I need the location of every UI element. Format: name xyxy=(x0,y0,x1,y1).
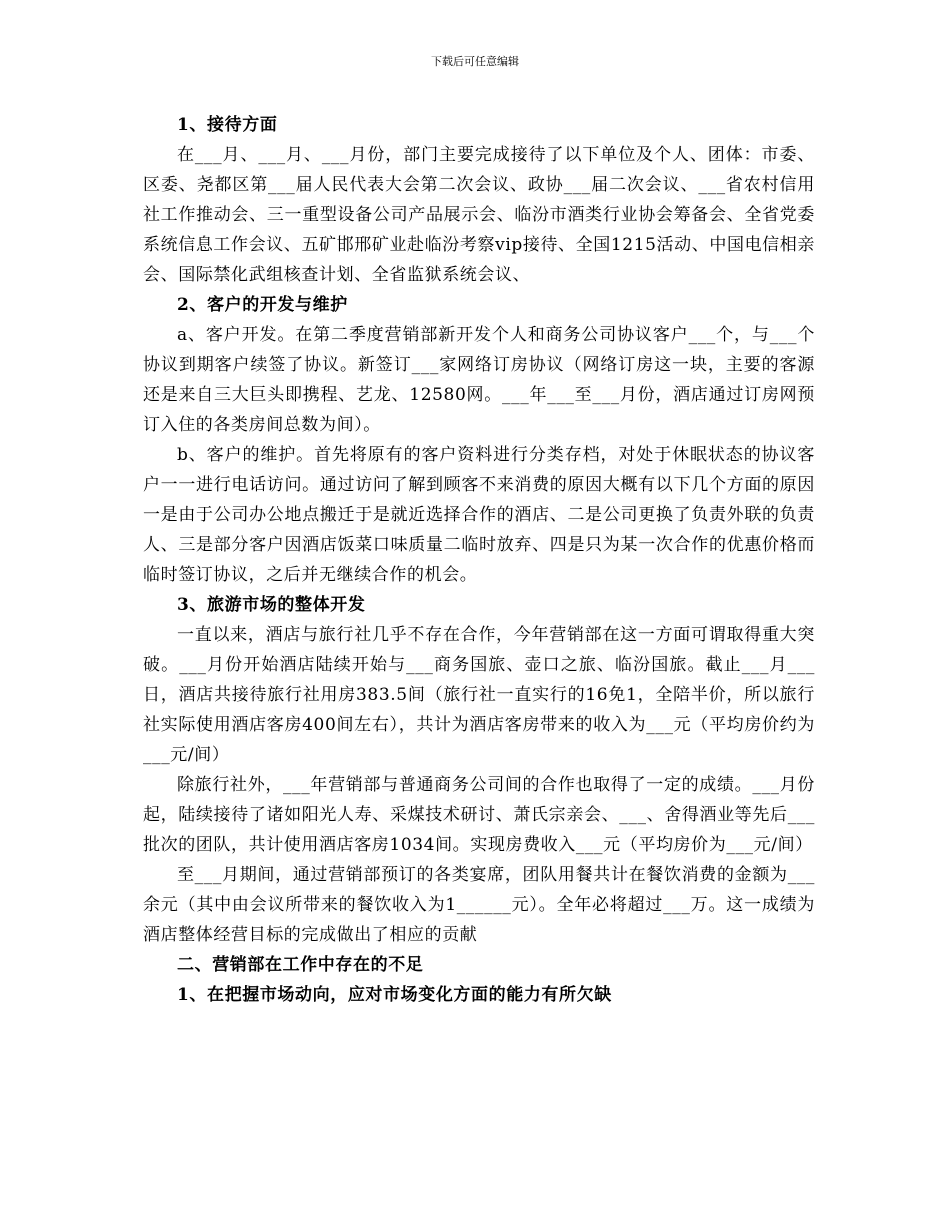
section-heading: 二、营销部在工作中存在的不足 xyxy=(177,955,424,975)
section-heading: 2、客户的开发与维护 xyxy=(177,295,348,315)
section-heading: 1、在把握市场动向，应对市场变化方面的能力有所欠缺 xyxy=(177,985,612,1005)
paragraph: 至___月期间，通过营销部预订的各类宴席，团队用餐共计在餐饮消费的金额为___余元（其中由会议所带来的餐饮收入为1______元）。全年必将超过___万。这一成绩为酒店整体经营目标的完成做出了相应的贡献 xyxy=(143,865,815,945)
paragraph: 一直以来，酒店与旅行社几乎不存在合作，今年营销部在这一方面可谓取得重大突破。___月份开始酒店陆续开始与___商务国旅、壶口之旅、临汾国旅。截止___月___日，酒店共接待旅行社用房383.5间（旅行社一直实行的16免1，全陪半价，所以旅行社实际使用酒店客房400间左右），共计为酒店客房带来的收入为___元（平均房价约为___元/间） xyxy=(143,625,815,765)
section-heading: 1、接待方面 xyxy=(177,115,278,135)
paragraph: b、客户的维护。首先将原有的客户资料进行分类存档，对处于休眠状态的协议客户一一进行电话访问。通过访问了解到顾客不来消费的原因大概有以下几个方面的原因一是由于公司办公地点搬迁于是就近选择合作的酒店、二是公司更换了负责外联的负责人、三是部分客户因酒店饭菜口味质量二临时放弃、四是只为某一次合作的优惠价格而临时签订协议，之后并无继续合作的机会。 xyxy=(143,445,815,585)
paragraph: a、客户开发。在第二季度营销部新开发个人和商务公司协议客户___个，与___个协议到期客户续签了协议。新签订___家网络订房协议（网络订房这一块，主要的客源还是来自三大巨头即携程、艺龙、12580网。___年___至___月份，酒店通过订房网预订入住的各类房间总数为间）。 xyxy=(143,325,815,435)
paragraph: 除旅行社外，___年营销部与普通商务公司间的合作也取得了一定的成绩。___月份起，陆续接待了诸如阳光人寿、采煤技术研讨、萧氏宗亲会、___、舍得酒业等先后___批次的团队，共计使用酒店客房1034间。实现房费收入___元（平均房价为___元/间） xyxy=(143,775,815,855)
document-body xyxy=(143,110,815,1010)
section-heading: 3、旅游市场的整体开发 xyxy=(177,595,366,615)
paragraph: 在___月、___月、___月份，部门主要完成接待了以下单位及个人、团体：市委、区委、尧都区第___届人民代表大会第二次会议、政协___届二次会议、___省农村信用社工作推动会、三一重型设备公司产品展示会、临汾市酒类行业协会筹备会、全省党委系统信息工作会议、五矿邯邢矿业赴临汾考察vip接待、全国1215活动、中国电信相亲会、国际禁化武组核查计划、全省监狱系统会议、 xyxy=(143,145,815,285)
page-header: 下载后可任意编辑 xyxy=(431,55,519,68)
